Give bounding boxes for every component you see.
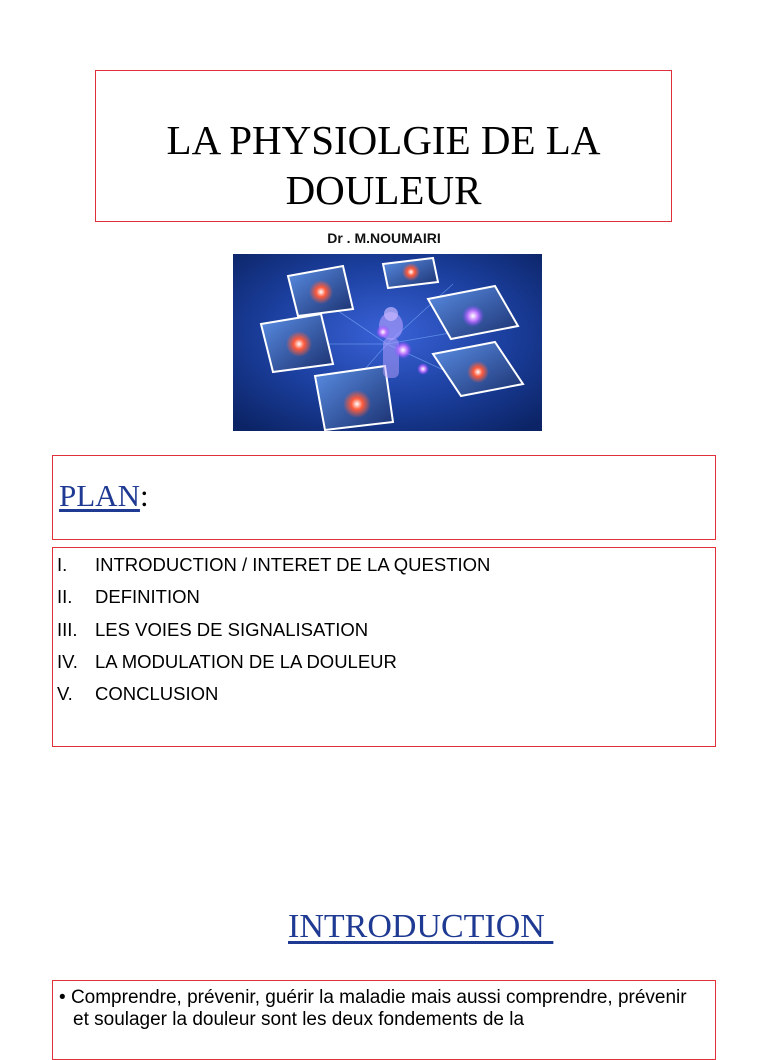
plan-item-label: DEFINITION <box>95 586 200 608</box>
introduction-box <box>52 980 716 1060</box>
plan-list-box <box>52 547 716 747</box>
plan-item-introduction <box>57 549 490 581</box>
plan-item-definition <box>57 581 490 613</box>
plan-item-number: III. <box>57 618 78 640</box>
plan-item-voies <box>57 614 490 646</box>
plan-item-label: INTRODUCTION / INTERET DE LA QUESTION <box>95 554 491 575</box>
plan-item-number: V. <box>57 683 73 705</box>
plan-heading-colon: : <box>139 478 149 513</box>
plan-item-modulation <box>57 646 490 678</box>
plan-heading-box <box>52 455 716 540</box>
introduction-heading: INTRODUCTION <box>288 908 554 945</box>
plan-heading <box>59 478 149 514</box>
introduction-text: Comprendre, prévenir, guérir la maladie mais aussi comprendre, prévenir et soulager la douleur sont les deux fondements de la <box>70 987 687 1030</box>
plan-item-label: CONCLUSION <box>95 683 219 705</box>
author-name: Dr . M.NOUMAIRI <box>327 230 441 246</box>
pain-anatomy-illustration <box>233 254 542 431</box>
plan-item-conclusion <box>57 678 490 710</box>
plan-item-number: I. <box>57 554 68 575</box>
introduction-paragraph <box>59 987 695 1031</box>
title-box <box>95 70 672 222</box>
plan-list <box>57 549 490 710</box>
plan-item-label: LES VOIES DE SIGNALISATION <box>95 618 369 640</box>
plan-item-label: LA MODULATION DE LA DOULEUR <box>95 650 397 672</box>
plan-heading-label: PLAN <box>59 478 140 513</box>
plan-item-number: IV. <box>57 650 78 672</box>
slide-title: LA PHYSIOLGIE DE LA DOULEUR <box>166 117 601 213</box>
bullet-marker: • <box>59 987 66 1008</box>
plan-item-number: II. <box>57 586 73 608</box>
